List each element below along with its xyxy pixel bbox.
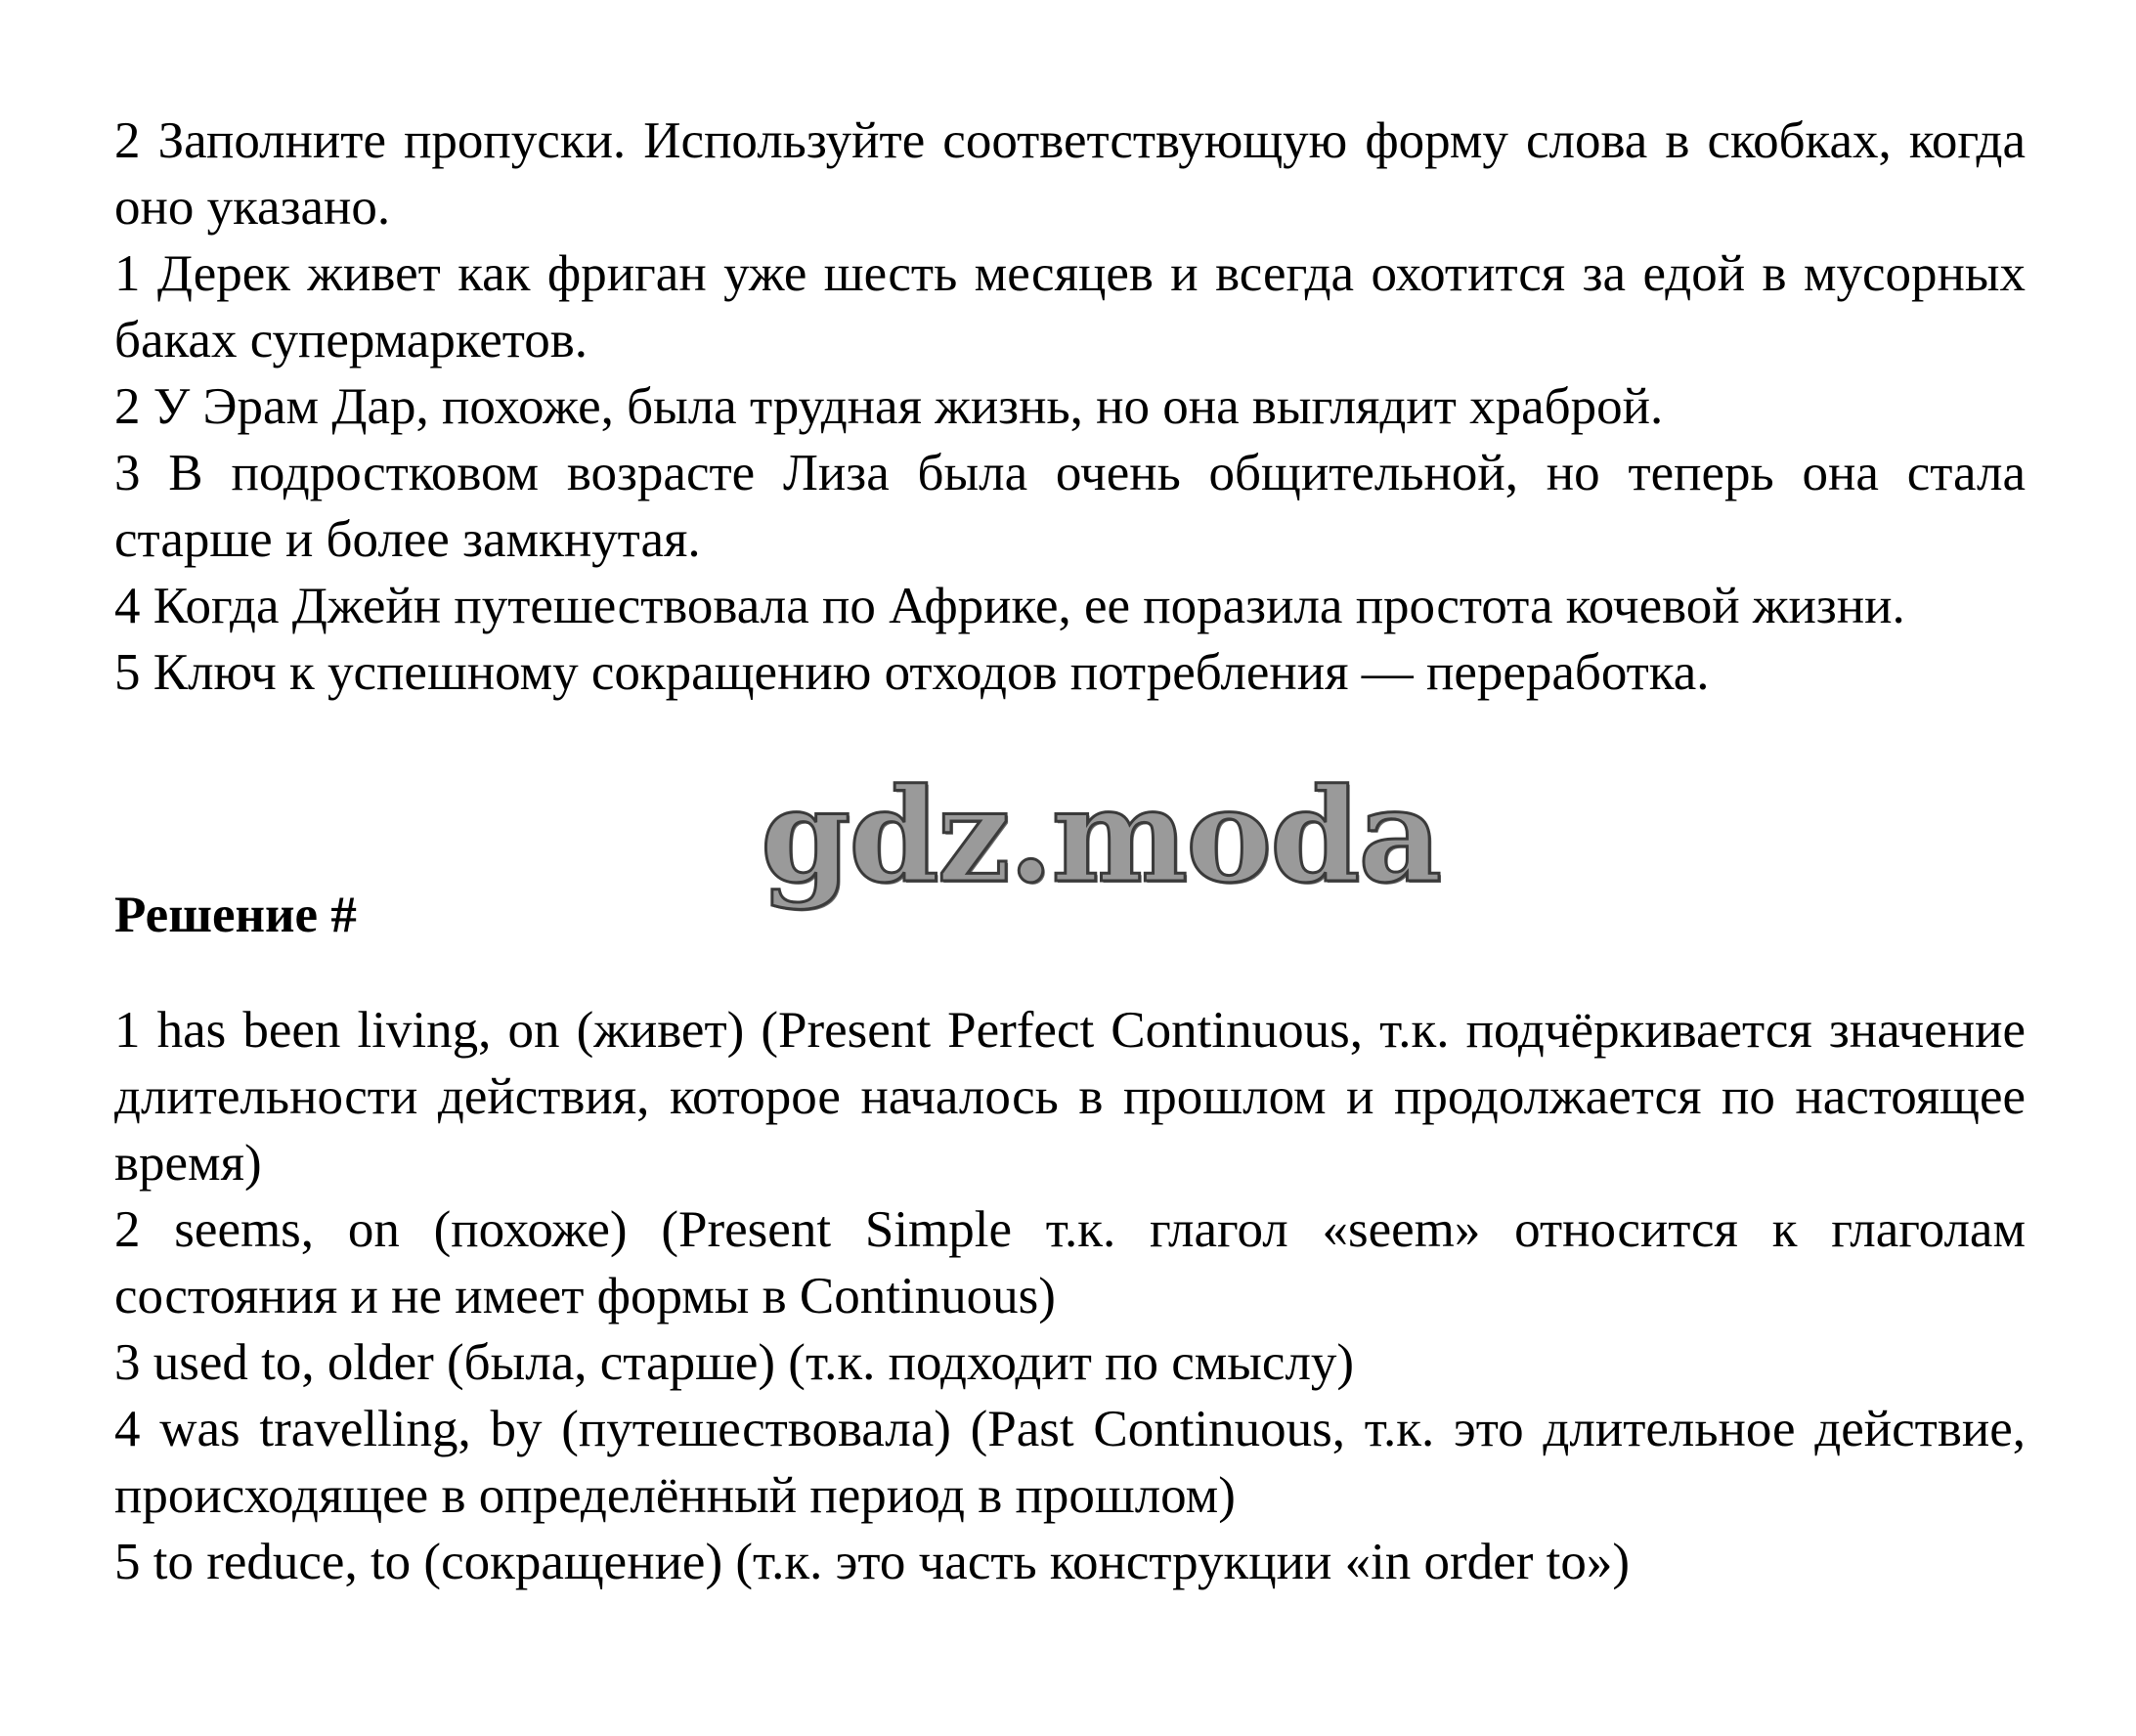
task-item: 4 Когда Джейн путешествовала по Африке, ее поразила простота кочевой жизни.: [114, 578, 1905, 634]
solution-heading: Решение #: [114, 887, 357, 943]
solution-answer: 2 seems, on (похоже) (Present Simple т.к. глагол «seem» относится к глаголам состояния и не имеет формы в Continuous): [114, 1201, 2026, 1324]
solution-answer: 3 used to, older (была, старше) (т.к. подходит по смыслу): [114, 1334, 1355, 1391]
task-item: 2 У Эрам Дар, похоже, была трудная жизнь, но она выглядит храброй.: [114, 378, 1664, 435]
task-item: 5 Ключ к успешному сокращению отходов потребления — переработка.: [114, 644, 1710, 701]
solution-answer: 5 to reduce, to (сокращение) (т.к. это часть конструкции «in order to»): [114, 1534, 1630, 1590]
watermark-logo: gdz.moda: [761, 760, 1441, 912]
task-instruction: 2 Заполните пропуски. Используйте соответствующую форму слова в скобках, когда оно указано.: [114, 112, 2026, 236]
task-block: [114, 108, 2026, 706]
solution-block: [114, 997, 2026, 1595]
task-item: 1 Дерек живет как фриган уже шесть месяцев и всегда охотится за едой в мусорных баках супермаркетов.: [114, 245, 2026, 369]
solution-answer: 4 was travelling, by (путешествовала) (Past Continuous, т.к. это длительное действие, происходящее в определённый период в прошлом): [114, 1401, 2026, 1524]
solution-answer: 1 has been living, on (живет) (Present Perfect Continuous, т.к. подчёркивается значение длительности действия, которое началось в прошлом и продолжается по настоящее время): [114, 1002, 2026, 1192]
task-item: 3 В подростковом возрасте Лиза была очень общительной, но теперь она стала старше и более замкнутая.: [114, 445, 2026, 568]
